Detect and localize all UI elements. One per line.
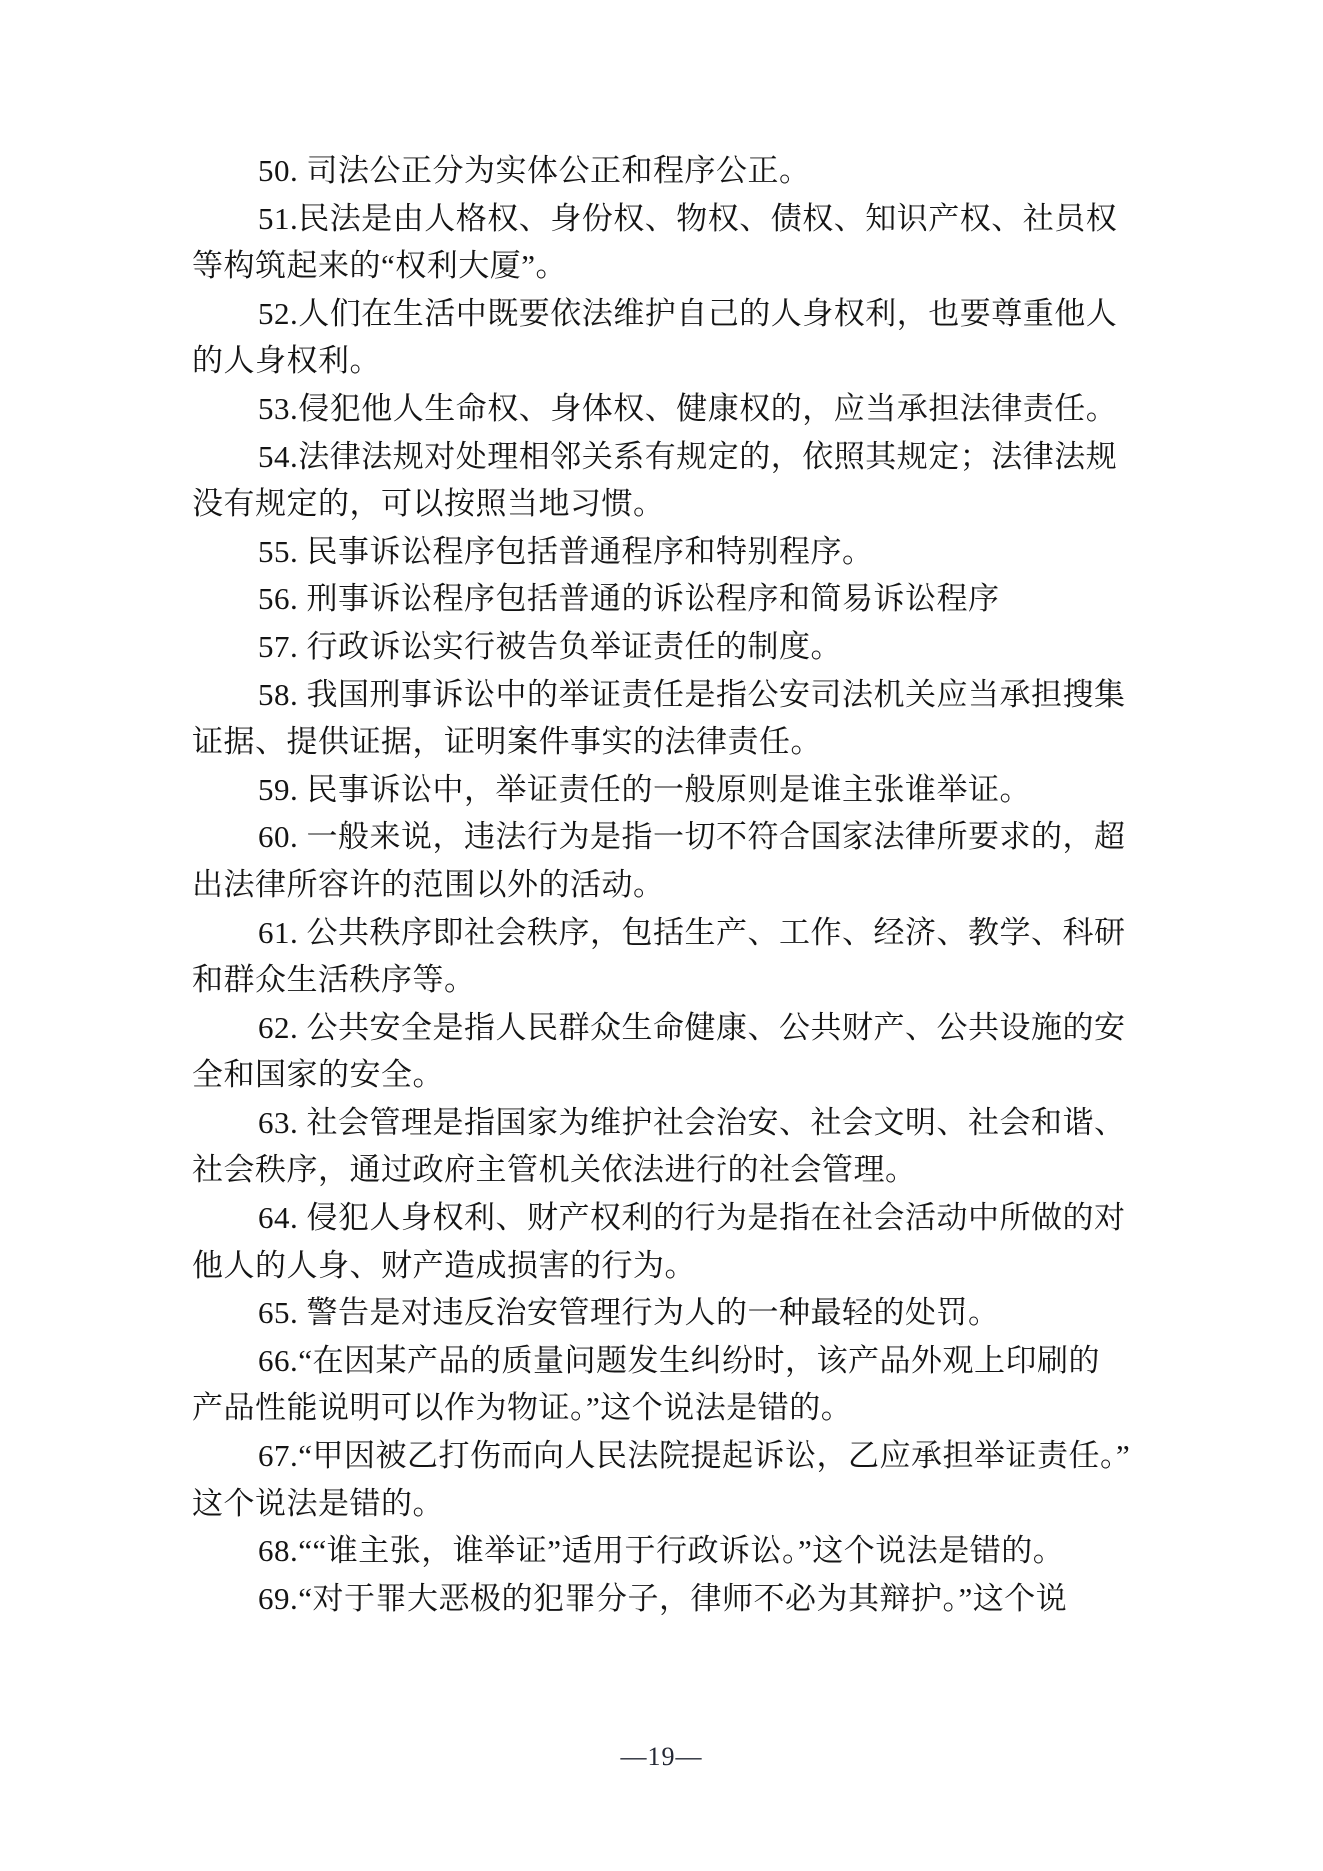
list-item-67-line-2: 这个说法是错的。 (192, 1485, 444, 1521)
list-item-67-line-1: 67.“甲因被乙打伤而向人民法院提起诉讼，乙应承担举证责任。” (258, 1438, 1131, 1474)
list-item-69-line-1: 69.“对于罪大恶极的犯罪分子，律师不必为其辩护。”这个说 (258, 1580, 1068, 1616)
list-item-65-line-1: 65. 警告是对违反治安管理行为人的一种最轻的处罚。 (258, 1295, 1000, 1331)
list-item-63-line-2: 社会秩序，通过政府主管机关依法进行的社会管理。 (192, 1152, 917, 1188)
list-item-60-line-2: 出法律所容许的范围以外的活动。 (192, 866, 665, 902)
list-item-63-line-1: 63. 社会管理是指国家为维护社会治安、社会文明、社会和谐、 (258, 1104, 1126, 1140)
list-item-64-line-2: 他人的人身、财产造成损害的行为。 (192, 1247, 696, 1283)
list-item-57-line-1: 57. 行政诉讼实行被告负举证责任的制度。 (258, 628, 842, 664)
numbered-statement-list (192, 147, 1131, 1622)
list-item-51-line-2: 等构筑起来的“权利大厦”。 (192, 248, 568, 284)
list-item-59-line-1: 59. 民事诉讼中，举证责任的一般原则是谁主张谁举证。 (258, 771, 1031, 807)
page-footer (0, 1742, 1323, 1772)
list-item-58-line-2: 证据、提供证据，证明案件事实的法律责任。 (192, 724, 822, 760)
list-item-52-line-2: 的人身权利。 (192, 343, 381, 379)
list-item-50-line-1: 50. 司法公正分为实体公正和程序公正。 (258, 153, 811, 188)
list-item-53-line-1: 53.侵犯他人生命权、身体权、健康权的，应当承担法律责任。 (258, 390, 1118, 426)
list-item-62-line-1: 62. 公共安全是指人民群众生命健康、公共财产、公共设施的安 (258, 1009, 1126, 1045)
list-item-54-line-2: 没有规定的，可以按照当地习惯。 (192, 486, 665, 522)
list-item-64-line-1: 64. 侵犯人身权利、财产权利的行为是指在社会活动中所做的对 (258, 1200, 1126, 1236)
list-item-54-line-1: 54.法律法规对处理相邻关系有规定的，依照其规定；法律法规 (258, 438, 1118, 474)
list-item-56-line-1: 56. 刑事诉讼程序包括普通的诉讼程序和简易诉讼程序 (258, 581, 1000, 617)
list-item-51-line-1: 51.民法是由人格权、身份权、物权、债权、知识产权、社员权 (258, 200, 1118, 236)
list-item-58-line-1: 58. 我国刑事诉讼中的举证责任是指公安司法机关应当承担搜集 (258, 676, 1126, 712)
list-item-55-line-1: 55. 民事诉讼程序包括普通程序和特别程序。 (258, 533, 874, 569)
list-item-61-line-1: 61. 公共秩序即社会秩序，包括生产、工作、经济、教学、科研 (258, 914, 1126, 950)
list-item-60-line-1: 60. 一般来说，违法行为是指一切不符合国家法律所要求的，超 (258, 819, 1126, 855)
page-number: —19— (620, 1742, 703, 1771)
list-item-66-line-2: 产品性能说明可以作为物证。”这个说法是错的。 (192, 1390, 853, 1426)
list-item-62-line-2: 全和国家的安全。 (192, 1057, 444, 1093)
list-item-68-line-1: 68.““谁主张，谁举证”适用于行政诉讼。”这个说法是错的。 (258, 1533, 1065, 1569)
list-item-52-line-1: 52.人们在生活中既要依法维护自己的人身权利，也要尊重他人 (258, 295, 1118, 331)
list-item-66-line-1: 66.“在因某产品的质量问题发生纠纷时，该产品外观上印刷的 (258, 1342, 1101, 1378)
list-item-61-line-2: 和群众生活秩序等。 (192, 962, 476, 998)
